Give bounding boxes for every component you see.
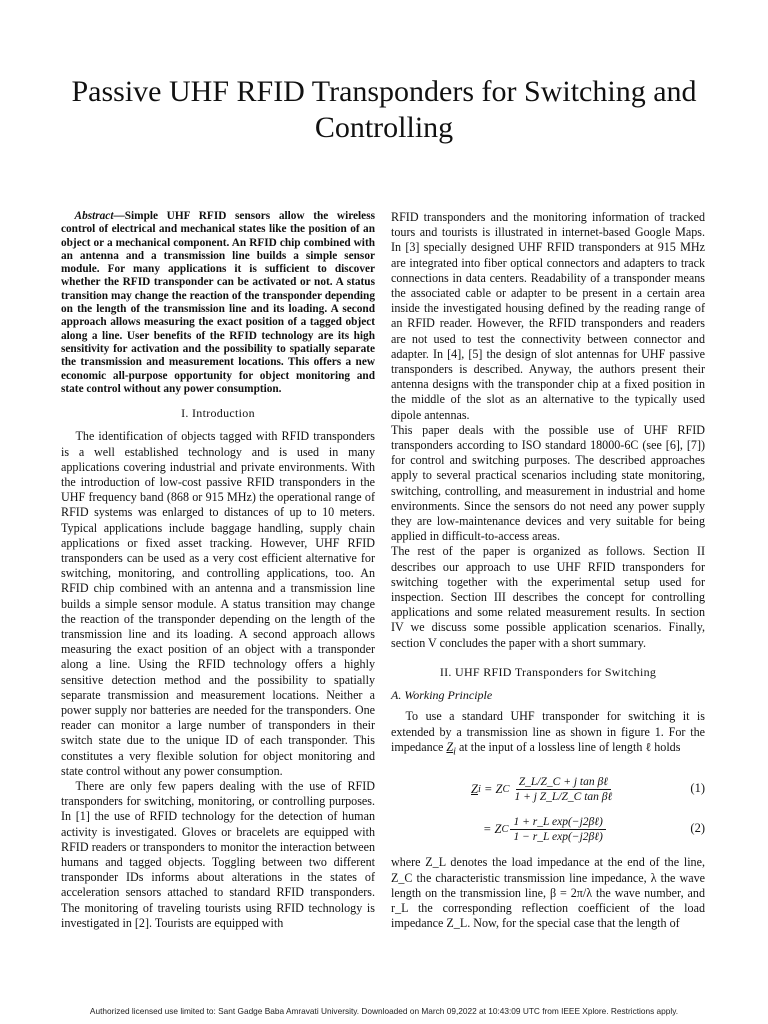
paper-title: Passive UHF RFID Transponders for Switching and Controlling (71, 75, 697, 144)
abstract-dash: — (113, 210, 125, 222)
eq1-lhs: Z (471, 781, 478, 796)
eq1-number: (1) (690, 781, 705, 796)
abstract-text: Simple UHF RFID sensors allow the wireless control of electrical and mechanical states like the position of an object or a mechanical component. An RFID chip combined with an antenna and a transmission line builds a simple sensor module. For many applications it is sufficient to discover whether the RFID transponder can be activated or not. A status transition may change the reaction of the transponder depending on the length of the transmission line and its loading. A second approach allows measuring the exact position of a tagged object along a line. User benefits of the RFID technology are its high sensitivity for activation and the possibility to spatially separate the transmission and measurement locations. This offers a new economic all-purpose opportunity for object monitoring and state control without any power consumption. (61, 210, 375, 395)
wp-text-a: To use a standard UHF transponder for switching it is extended by a transmission line as shown in figure 1. For the impedance (391, 709, 705, 754)
eq2-eq: = Z (483, 821, 502, 836)
abstract-label: Abstract (74, 210, 114, 222)
eq2-denominator: 1 − r_L exp(−j2βℓ) (513, 830, 603, 843)
eq1-numerator: Z_L/Z_C + j tan βℓ (516, 775, 611, 790)
eq1-eq: = Z (483, 781, 503, 796)
eq1-fraction (511, 775, 615, 804)
subsection-heading-working-principle: A. Working Principle (391, 688, 493, 703)
equation-1 (391, 769, 705, 809)
abstract (61, 210, 375, 396)
working-principle-paragraph-1 (391, 709, 705, 759)
right-column (391, 210, 705, 931)
equation-2 (391, 809, 705, 849)
intro-paragraph-2: There are only few papers dealing with the use of RFID transponders for switching, monitoring, or controlling purposes. In [1] the use of RFID technology for the detection of human activity is investigated. Gloves or bracelets are equipped with RFID readers or transponders to monitor the interaction between humans and tagged objects. Toggling between two different transponder IDs informs about alterations in the states of acceleration sensors attached to standard RFID transponders. The monitoring of traveling tourists using RFID technology is investigated in [2]. Tourists are equipped with (61, 779, 375, 930)
intro-paragraph-1: The identification of objects tagged with RFID transponders is a well established technology and is used in many applications covering industrial and private environments. With the introduction of low-cost passive RFID transponders in the UHF frequency band (868 or 915 MHz) the operational range of RFID systems was enlarged to distances of up to 10 meters. Typical applications include baggage handling, supply chain applications or fixed asset tracking. However, UHF RFID transponders can be used as a very cost efficient alternative for switching, monitoring, and controlling applications, too. An RFID chip combined with an antenna and a transmission line builds a simple sensor module. A status transition may change the reaction of the transponder depending on the length of the transmission line and its loading. A second approach allows measuring the exact position of an object with a transponder along a line. Using the RFID technology offers a highly sensitive detection method and the possibility to spatially separate transmission and measurement locations. Neither a power supply nor batteries are needed for the transponders. One reader can monitor a large number of transponders in their switch state due to the unique ID of each transponder. This constitutes a very flexible solution for object monitoring and state control without any power consumption. (61, 429, 375, 778)
eq1-denominator: 1 + j Z_L/Z_C tan βℓ (514, 790, 613, 803)
ieee-footer-notice: Authorized licensed use limited to: Sant Gadge Baba Amravati University. Downloaded on March 09,2022 at 10:43:09 UTC from IEEE Xplore. Restrictions apply. (89, 1006, 679, 1016)
working-principle-paragraph-2: where Z_L denotes the load impedance at the end of the line, Z_C the characteristic transmission line impedance, λ the wave length on the transmission line, β = 2π/λ the wave number, and r_L the corresponding reflection coefficient of the load impedance Z_L. Now, for the special case that the length of (391, 855, 705, 931)
left-column (61, 210, 375, 931)
eq2-number: (2) (690, 821, 705, 836)
intro-paragraph-4: The rest of the paper is organized as follows. Section II describes our approach to use UHF RFID transponders for switching together with the experimental setup used for inspection. Section III describes the concept for controlling applications and some related measurement results. In section IV we discuss some possible application scenarios. Finally, section V concludes the paper with a short summary. (391, 544, 705, 650)
eq1-lhs-sub: i (477, 783, 481, 795)
eq2-eq-sub: C (501, 823, 509, 835)
eq2-fraction (510, 815, 605, 844)
section-heading-introduction: I. Introduction (181, 406, 255, 421)
wp-var-z-sub: i (453, 746, 456, 758)
wp-text-b: at the input of a lossless line of length ℓ holds (459, 739, 681, 754)
eq1-eq-sub: C (502, 783, 510, 795)
intro-paragraph-2-continued: RFID transponders and the monitoring information of tracked tours and tourists is illustrated in internet-based Google Maps. In [3] specially designed UHF RFID transponders at 915 MHz are integrated into fiber optical connectors and adapters to track connections in data centers. Readability of a transponder means the associated cable or adapter to be present in a certain area inside the investigated housing defined by the reading range of an RFID reader. However, the RFID transponders and readers are not used to test the connectivity between connector and adapter. In [4], [5] the design of slot antennas for UHF passive transponders is described. Anyway, the authors present their antenna designs with the transponder chip at a fixed position in the middle of the slot as an alternative to the typically used dipole antennas. (391, 210, 705, 422)
section-heading-switching: II. UHF RFID Transponders for Switching (439, 664, 657, 679)
equation-block (391, 769, 705, 849)
intro-paragraph-3: This paper deals with the possible use of UHF RFID transponders according to ISO standard 18000-6C (see [6], [7]) for control and switching purposes. The described approaches apply to several practical scenarios including state monitoring, switching, controlling, and measurement in industrial and home environments. Since the sensors do not need any power supply they are low-maintenance devices and very suitable for being applied in difficult-to-access areas. (391, 422, 705, 544)
eq2-numerator: 1 + r_L exp(−j2βℓ) (510, 815, 605, 830)
wp-var-z: Z (446, 739, 454, 754)
